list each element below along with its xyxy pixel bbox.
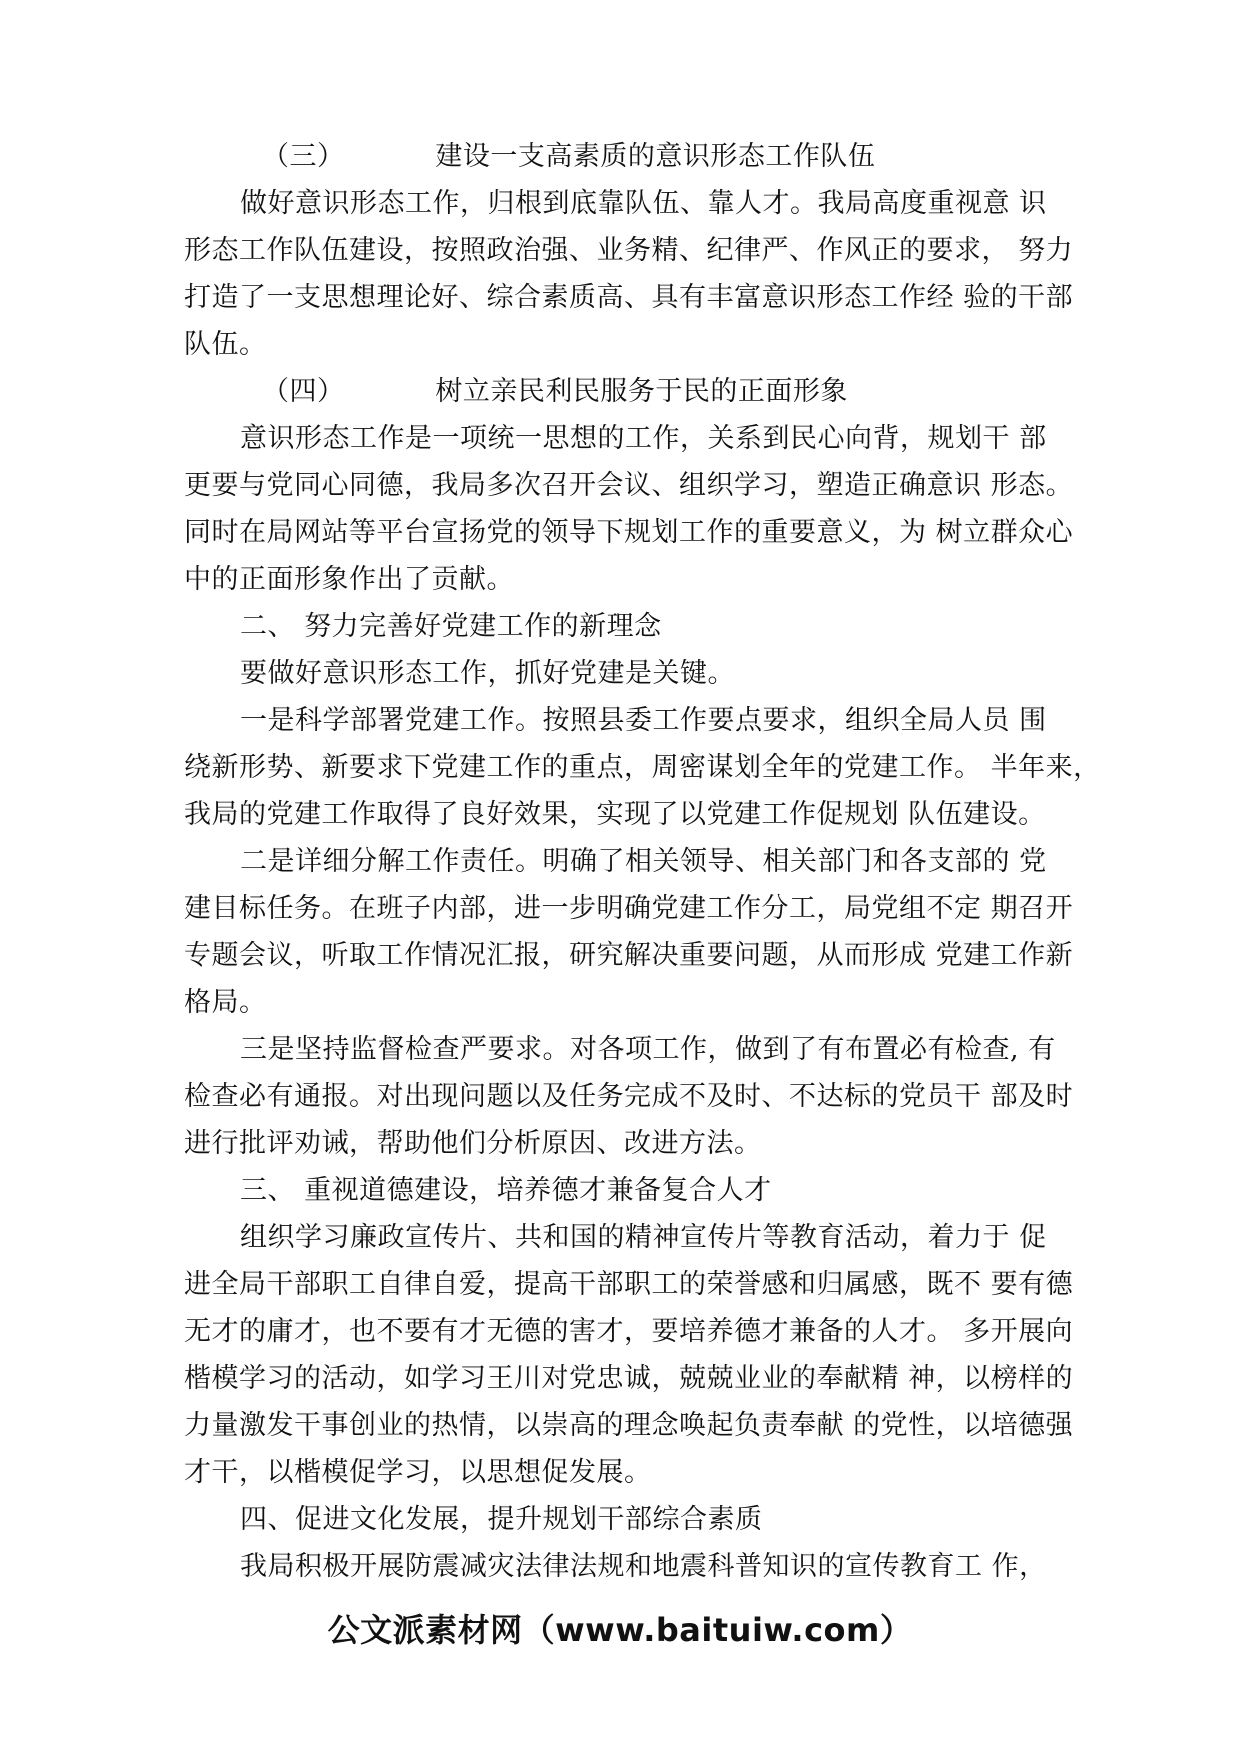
footer-watermark: 公文派素材网（www.baituiw.com） xyxy=(327,1611,913,1649)
text-line: 二是详细分解工作责任。明确了相关领导、相关部门和各支部的 党 xyxy=(240,846,1047,877)
text-line: 无才的庸才，也不要有才无德的害才，要培养德才兼备的人才。 多开展向 xyxy=(184,1316,1074,1347)
text-line: 队伍。 xyxy=(184,329,267,360)
text-line: （四） 树立亲民利民服务于民的正面形象 xyxy=(262,376,848,407)
text-line: 组织学习廉政宣传片、共和国的精神宣传片等教育活动，着力于 促 xyxy=(240,1222,1047,1253)
text-line: 一是科学部署党建工作。按照县委工作要点要求，组织全局人员 围 xyxy=(240,705,1047,736)
text-line: 打造了一支思想理论好、综合素质高、具有丰富意识形态工作经 验的干部 xyxy=(184,282,1074,313)
text-line: 意识形态工作是一项统一思想的工作，关系到民心向背，规划干 部 xyxy=(240,423,1047,454)
text-line: 形态工作队伍建设，按照政治强、业务精、纪律严、作风正的要求， 努力 xyxy=(184,235,1074,266)
text-line: 做好意识形态工作，归根到底靠队伍、靠人才。我局高度重视意 识 xyxy=(240,188,1047,219)
text-line: 绕新形势、新要求下党建工作的重点，周密谋划全年的党建工作。 半年来， xyxy=(184,752,1101,783)
text-line: 中的正面形象作出了贡献。 xyxy=(184,564,514,595)
text-line: 更要与党同心同德，我局多次召开会议、组织学习，塑造正确意识 形态。 xyxy=(184,470,1074,501)
text-line: 进全局干部职工自律自爱，提高干部职工的荣誉感和归属感，既不 要有德 xyxy=(184,1269,1074,1300)
text-line: 我局积极开展防震减灾法律法规和地震科普知识的宣传教育工 作， xyxy=(240,1551,1047,1582)
text-line: 三、 重视道德建设，培养德才兼备复合人才 xyxy=(240,1175,772,1206)
text-line: 进行批评劝诫，帮助他们分析原因、改进方法。 xyxy=(184,1128,762,1159)
text-line: 才干，以楷模促学习，以思想促发展。 xyxy=(184,1457,652,1488)
text-line: 四、促进文化发展，提升规划干部综合素质 xyxy=(240,1504,763,1535)
text-line: 格局。 xyxy=(184,987,267,1018)
text-line: 我局的党建工作取得了良好效果，实现了以党建工作促规划 队伍建设。 xyxy=(184,799,1046,830)
text-line: 建目标任务。在班子内部，进一步明确党建工作分工，局党组不定 期召开 xyxy=(184,893,1074,924)
text-line: （三） 建设一支高素质的意识形态工作队伍 xyxy=(262,141,876,172)
text-line: 楷模学习的活动，如学习王川对党忠诚，兢兢业业的奉献精 神，以榜样的 xyxy=(184,1363,1074,1394)
text-line: 同时在局网站等平台宣扬党的领导下规划工作的重要意义，为 树立群众心 xyxy=(184,517,1074,548)
text-line: 三是坚持监督检查严要求。对各项工作，做到了有布置必有检查, 有 xyxy=(240,1034,1056,1065)
text-line: 专题会议，听取工作情况汇报，研究解决重要问题，从而形成 党建工作新 xyxy=(184,940,1074,971)
text-line: 检查必有通报。对出现问题以及任务完成不及时、不达标的党员干 部及时 xyxy=(184,1081,1074,1112)
text-line: 力量激发干事创业的热情，以崇高的理念唤起负责奉献 的党性，以培德强 xyxy=(184,1410,1074,1441)
text-line: 要做好意识形态工作，抓好党建是关键。 xyxy=(240,658,735,689)
text-line: 二、 努力完善好党建工作的新理念 xyxy=(240,611,662,642)
